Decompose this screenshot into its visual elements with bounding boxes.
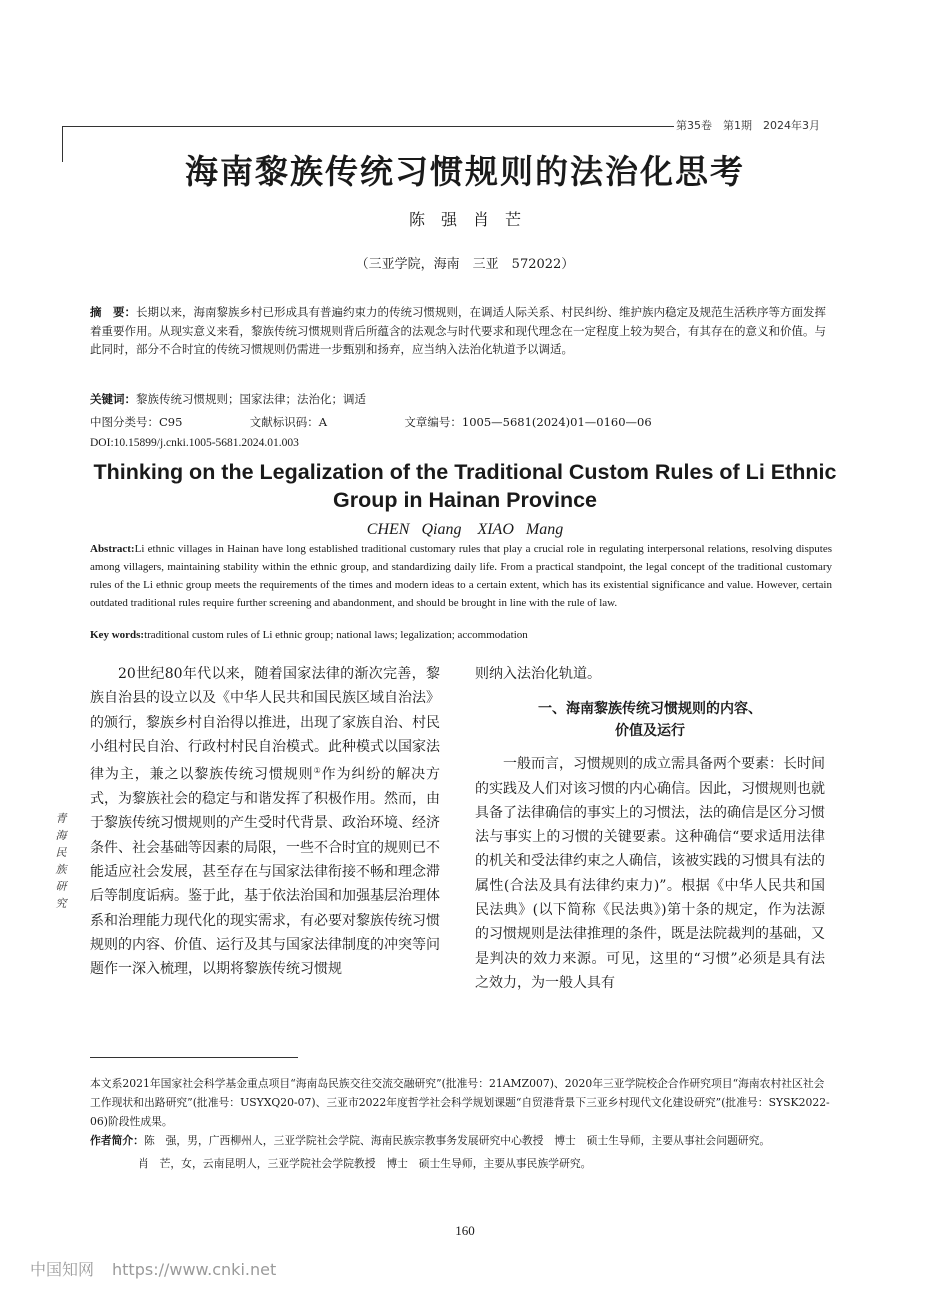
author-bio-second: 肖 芒，女，云南昆明人，三亚学院社会学院教授 博士 硕士生导师，主要从事民族学研究。 (138, 1157, 592, 1170)
keywords-english (90, 629, 832, 641)
article-no-value: 1005—5681(2024)01—0160—06 (461, 415, 652, 429)
authors-chinese: 陈 强 肖 芒 (408, 210, 521, 229)
abstract-en-text: Li ethnic villages in Hainan have long established traditional customary rules that play a crucial role in regulating interpersonal relations, resolving disputes among villagers, maintaining stability within the ethnic group, and standardizing daily life. From a practical standpoint, the legal concept of the traditional customary rules of the Li ethnic group meets the requirements of the times and modern ideas to a certain extent, which has its existential significance and value. However, certain outdated traditional rules require further screening and abandonment, and should be brought in line with the rule of law. (90, 543, 832, 609)
abstract-text: 长期以来，海南黎族乡村已形成具有普遍约束力的传统习惯规则，在调适人际关系、村民纠纷、维护族内稳定及规范生活秩序等方面发挥着重要作用。从现实意义来看，黎族传统习惯规则背后所蕴含的法观念与时代要求和现代理念在一定程度上较为契合，有其存在的意义和价值。与此同时，部分不合时宜的传统习惯规则仍需进一步甄别和扬弃，应当纳入法治化轨道予以调适。 (90, 305, 826, 356)
watermark-brand: 中国知网 (30, 1260, 95, 1279)
abstract-en-label: Abstract: (90, 543, 135, 555)
abstract-chinese (90, 303, 832, 359)
keywords-text: 黎族传统习惯规则；国家法律；法治化；调适 (136, 392, 366, 406)
keywords-en-text: traditional custom rules of Li ethnic group; national laws; legalization; accommodation (144, 629, 528, 641)
doc-code-label: 文献标识码： (249, 415, 319, 429)
keywords-chinese (90, 391, 366, 407)
funding-note: 本文系2021年国家社会科学基金重点项目“海南岛民族交往交流交融研究”(批准号：21AMZ007)、2020年三亚学院校企合作研究项目“海南农村社区社会工作现状和出路研究”(批准号：USYXQ20-07)、三亚市2022年度哲学社会科学规划课题“自贸港背景下三亚乡村现代文化建设研究”(批准号：SYSK2022-06)阶段性成果。 (90, 1077, 830, 1128)
classification-row (90, 414, 832, 430)
footnotes (90, 1074, 832, 1173)
authors-english: CHEN Qiang XIAO Mang (366, 521, 564, 538)
header-rule (62, 126, 674, 127)
clc-value: C95 (159, 415, 183, 429)
section-heading (475, 698, 825, 742)
body-text: 作为纠纷的解决方式，为黎族社会的稳定与和谐发挥了积极作用。然而，由于黎族传统习惯规则的产生受时代背景、政治环境、经济条件、社会基础等因素的局限，一些不合时宜的规则已不能适应社会发展，甚至存在与国家法律衔接不畅和理念滞后等制度诟病。鉴于此，基于依法治国和加强基层治理体系和治理能力现代化的现实需求，有必要对黎族传统习惯规则的内容、价值、运行及其与国家法律制度的冲突等问题作一深入梳理，以期将黎族传统习惯规 (90, 766, 441, 978)
section-heading-line: 价值及运行 (615, 723, 685, 740)
author-bio (90, 1131, 832, 1150)
title-english: Thinking on the Legalization of the Traditional Custom Rules of Li Ethnic Group in Hainan Province (93, 460, 837, 512)
body-left-column (90, 662, 440, 982)
keywords-en-label: Key words: (90, 629, 145, 641)
issue-info: 第35卷 第1期 2024年3月 (676, 119, 820, 132)
article-no-label: 文章编号： (404, 415, 462, 429)
author-bio-label: 作者简介： (90, 1134, 144, 1147)
footnote-marker: ① (313, 766, 322, 776)
body-right-column (475, 662, 825, 995)
doc-code-value: A (318, 415, 328, 429)
title-chinese: 海南黎族传统习惯规则的法治化思考 (185, 152, 745, 191)
page-number: 160 (455, 1223, 475, 1238)
abstract-english (90, 540, 832, 612)
keywords-label: 关键词： (90, 392, 136, 406)
cnki-watermark (30, 1257, 276, 1280)
body-paragraph: 一般而言，习惯规则的成立需具备两个要素：长时间的实践及人们对该习惯的内心确信。因此，习惯规则也就具备了法律确信的事实上的习惯法，法的确信是区分习惯法与事实上的习惯的关键要素。这种确信“要求适用法律的机关和受法律约束之人确信，该被实践的习惯具有法的属性(合法及具有法律约束力)”。根据《中华人民共和国民法典》(以下简称《民法典》)第十条的规定，作为法源的习惯规则是法律推理的条件，既是法院裁判的基础，又是判决的效力来源。可见，这里的“习惯”必须是具有法之效力，为一般人具有 (475, 756, 825, 991)
body-text: 20世纪80年代以来，随着国家法律的渐次完善，黎族自治县的设立以及《中华人民共和国民族区域自治法》的颁行，黎族乡村自治得以推进，出现了家族自治、村民小组村民自治、行政村村民自治模式。此种模式以国家法律为主，兼之以黎族传统习惯规则 (90, 666, 440, 783)
section-heading-line: 一、海南黎族传统习惯规则的内容、 (538, 701, 762, 718)
body-paragraph: 则纳入法治化轨道。 (475, 666, 601, 682)
author-bio-text: 陈 强，男，广西柳州人，三亚学院社会学院、海南民族宗教事务发展研究中心教授 博士 硕士生导师，主要从事社会问题研究。 (143, 1134, 771, 1147)
abstract-label: 摘 要： (90, 305, 136, 319)
affiliation-chinese: （三亚学院，海南 三亚 572022） (355, 257, 575, 272)
footnote-rule (90, 1057, 298, 1058)
body-paragraph (90, 662, 440, 982)
clc-label: 中图分类号： (90, 415, 159, 429)
journal-side-mark: 青海民族研究 (55, 812, 67, 910)
doi: DOI:10.15899/j.cnki.1005-5681.2024.01.003 (90, 437, 299, 449)
watermark-url: https://www.cnki.net (112, 1260, 277, 1279)
